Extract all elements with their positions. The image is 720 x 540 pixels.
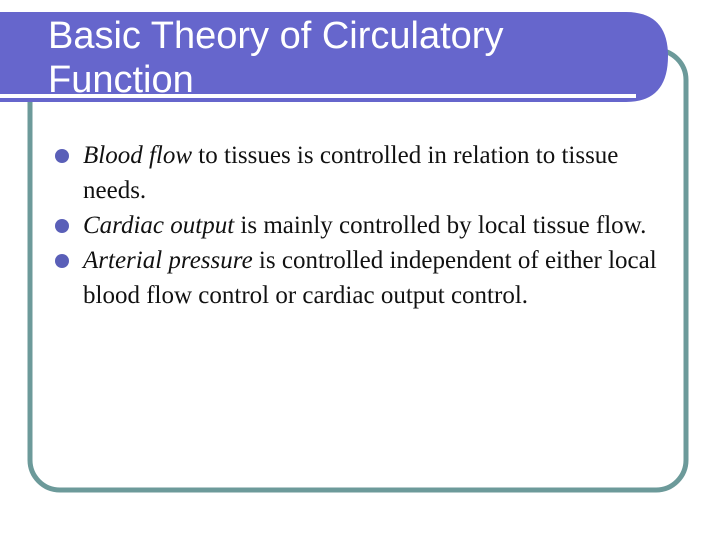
slide-title-line-2: Function — [48, 59, 194, 101]
bullet-term: Arterial pressure — [83, 247, 253, 274]
bullet-list — [58, 138, 668, 313]
bullet-text: is controlled independent of either local blood flow control or cardiac output control. — [83, 247, 657, 309]
bullet-text: to tissues is controlled in relation to tissue needs. — [83, 142, 619, 204]
bullet-term: Blood flow — [83, 142, 193, 169]
bullet-item — [58, 243, 668, 313]
bullet-term: Cardiac output — [83, 212, 235, 239]
bullet-item — [58, 138, 668, 208]
slide-title — [48, 14, 648, 102]
bullet-icon — [55, 149, 69, 163]
bullet-icon — [55, 219, 69, 233]
bullet-item — [58, 208, 668, 243]
bullet-text: is mainly controlled by local tissue flow. — [234, 212, 647, 239]
bullet-icon — [55, 254, 69, 268]
slide-title-line-1: Basic Theory of Circulatory — [48, 15, 504, 57]
